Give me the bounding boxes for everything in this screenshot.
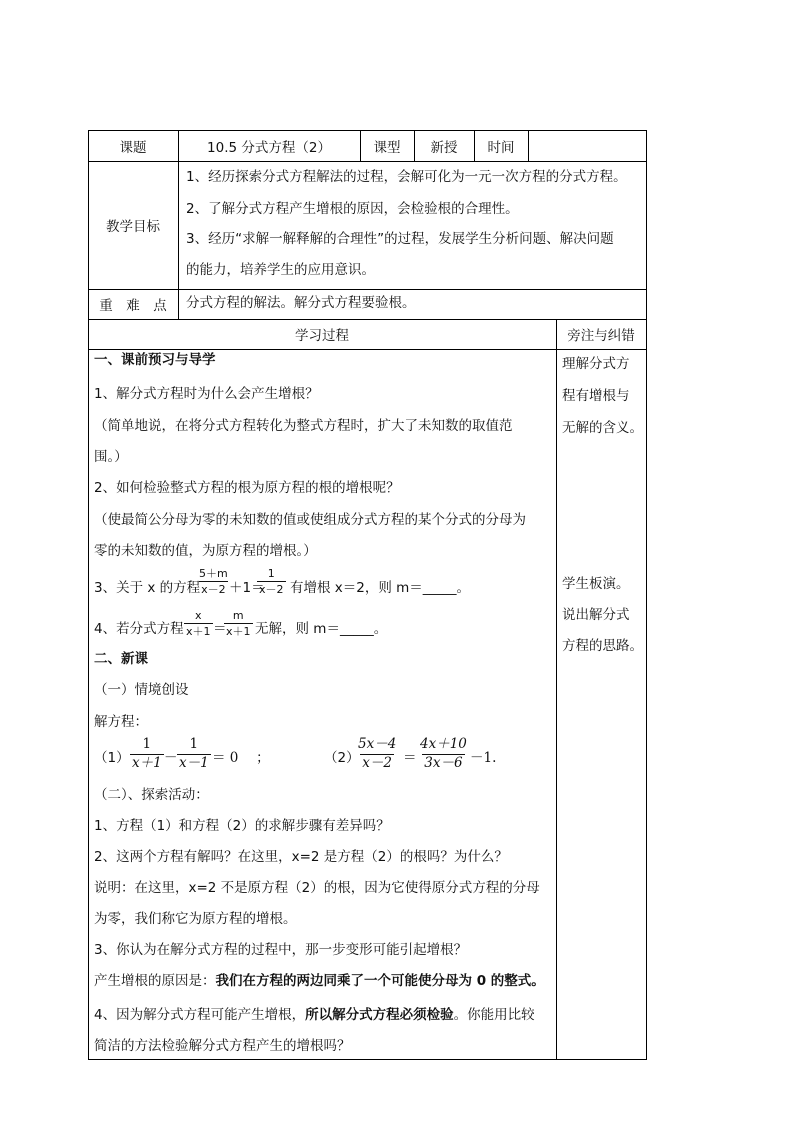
answer-1-line-1: （简单地说，在将分式方程转化为整式方程时，扩大了未知数的取值范 [94,418,513,434]
paragraph-7: 简洁的方法检验解分式方程产生的增根吗？ [94,1038,351,1054]
question-4-fraction-1 [184,610,213,637]
process-header: 学习过程 [295,328,349,344]
equation-2-label: （2） [324,750,360,766]
question-3-suffix: 有增根 x＝2，则 m＝_____。 [290,580,471,596]
fraction-denominator: x－2 [201,583,226,596]
paragraph-6-prefix: 4、因为解分式方程可能产生增根， [94,1007,306,1023]
fraction-numerator: 1 [142,736,152,752]
table-bottom-border [88,1059,646,1060]
question-3-prefix: 3、关于 x 的方程 [94,580,201,596]
fraction-numerator: 4x＋10 [420,736,467,752]
equation-1-fraction-2 [177,738,211,770]
answer-2-line-1: （使最简公分母为零的未知数的值或使组成分式方程的某个分式的分母为 [94,512,526,528]
fraction-numerator: x [195,609,202,622]
goals-label: 教学目标 [106,219,160,235]
type-value: 新授 [430,139,458,156]
fraction-denominator: x－2 [259,583,284,596]
paragraph-4: 3、你认为在解分式方程的过程中，那一步变形可能引起增根？ [94,942,468,958]
goal-line-3: 3、经历“求解一解释解的合理性”的过程，发展学生分析问题、解决问题 [186,231,614,247]
paragraph-5 [94,975,545,989]
equation-2-equals: ＝ [403,750,417,766]
side-notes-header: 旁注与纠错 [567,328,635,344]
paragraph-6-bold: 所以解分式方程必须检验 [305,1007,454,1023]
side-note-2-line-3: 方程的思路。 [562,638,643,654]
goal-line-2: 2、了解分式方程产生增根的原因，会检验根的合理性。 [186,201,519,217]
equation-1-tail: ＝ 0 ； [212,750,270,766]
fraction-numerator: 1 [189,736,199,752]
goal-line-4: 的能力，培养学生的应用意识。 [186,262,375,278]
question-4-equals: ＝ [213,621,227,637]
paragraph-6-suffix: 。你能用比较 [453,1007,535,1023]
fraction-denominator: 3x－6 [424,754,463,771]
side-note-1-line-3: 无解的含义。 [562,420,643,436]
fraction-numerator: 5x－4 [358,736,397,752]
fraction-denominator: x＋1 [226,625,251,638]
question-3-fraction-2 [257,568,286,595]
col-divider [556,319,557,1060]
equation-1-minus: － [164,750,178,766]
side-note-1-line-1: 理解分式方 [562,356,630,372]
row-divider [88,349,646,350]
paragraph-5-prefix: 产生增根的原因是： [94,973,216,989]
fraction-numerator: 5＋m [199,567,228,580]
question-4-suffix: 无解，则 m＝_____。 [255,621,388,637]
time-label: 时间 [487,139,515,156]
equation-2-tail: －1. [470,750,497,766]
paragraph-2: 2、这两个方程有解吗？在这里，x=2 是方程（2）的根吗？为什么？ [94,849,508,865]
question-2: 2、如何检验整式方程的根为原方程的根的增根呢？ [94,480,400,496]
subsection-2-title: （二）、探索活动： [94,787,209,803]
topic-value: 10.5 分式方程（2） [207,139,331,156]
paragraph-3-line-2: 为零，我们称它为原方程的增根。 [94,911,297,927]
section-1-title: 一、课前预习与导学 [94,352,216,368]
question-4-fraction-2 [224,610,253,637]
question-1: 1、解分式方程时为什么会产生增根？ [94,386,319,402]
question-3-plus: ＋1＝ [229,580,265,596]
solve-label: 解方程： [94,714,148,730]
equation-2-fraction-2 [418,738,469,770]
paragraph-6 [94,1009,535,1023]
subsection-1-title: （一）情境创设 [94,682,189,698]
fraction-numerator: m [232,609,244,622]
question-3-fraction-1 [197,568,230,595]
paragraph-3-line-1: 说明：在这里，x=2 不是原方程（2）的根，因为它使得原分式方程的分母 [94,880,540,896]
goal-line-1: 1、经历探索分式方程解法的过程，会解可化为一元一次方程的分式方程。 [186,169,627,185]
side-note-1-line-2: 程有增根与 [562,388,630,404]
type-label: 课型 [373,139,401,156]
answer-1-line-2: 围。） [94,449,128,465]
fraction-numerator: 1 [267,567,275,580]
equation-1-fraction-1 [130,738,164,770]
fraction-denominator: x－1 [179,754,209,771]
question-4-prefix: 4、若分式方程 [94,621,184,637]
fraction-denominator: x－2 [362,754,392,771]
key-points-label: 重 难 点 [99,298,167,314]
table-right-border [646,130,647,1060]
side-note-2-line-1: 学生板演。 [562,576,630,592]
topic-label: 课题 [119,139,147,156]
equation-1-label: （1） [94,750,130,766]
fraction-denominator: x＋1 [132,754,162,771]
answer-2-line-2: 零的未知数的值，为原方程的增根。） [94,543,317,559]
equation-2-fraction-1 [356,738,398,770]
key-points-value: 分式方程的解法。解分式方程要验根。 [186,295,416,311]
paragraph-5-bold: 我们在方程的两边同乘了一个可能使分母为 0 的整式。 [215,973,545,989]
section-2-title: 二、新课 [94,651,148,667]
paragraph-1: 1、方程（1）和方程（2）的求解步骤有差异吗？ [94,818,390,834]
fraction-denominator: x＋1 [186,625,211,638]
time-value [528,130,646,161]
side-note-2-line-2: 说出解分式 [562,607,630,623]
